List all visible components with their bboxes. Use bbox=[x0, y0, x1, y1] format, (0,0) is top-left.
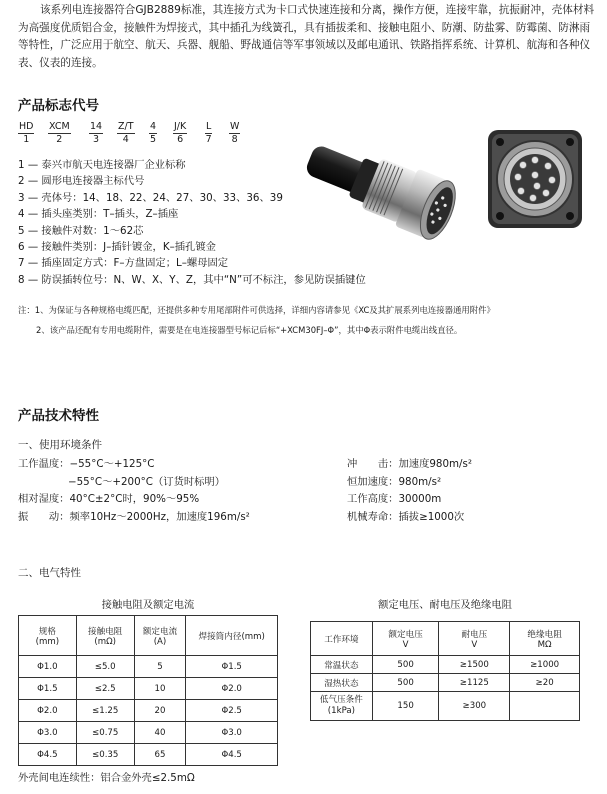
env-row bbox=[18, 474, 348, 492]
definition-item: 2 — 圆形电连接器主标代号 bbox=[18, 175, 145, 188]
table1-cell: Φ4.5 bbox=[186, 744, 278, 766]
env-label: 工作高度： bbox=[347, 493, 399, 506]
env-label: 冲 击： bbox=[347, 458, 399, 470]
env-row bbox=[18, 491, 348, 509]
table2-header: 额定电压 V bbox=[372, 622, 439, 656]
code-cell bbox=[18, 121, 34, 146]
table-row bbox=[19, 656, 278, 678]
code-text: Z/T bbox=[118, 121, 134, 132]
table-row bbox=[19, 678, 278, 700]
note-2: 2、该产品还配有专用电缆附件，需要是在电连接器型号标记后标“+XCM30FJ–Φ”，其中Φ表示附件电缆出线直径。 bbox=[36, 325, 463, 335]
code-num: 2 bbox=[56, 134, 63, 145]
env-value: 40°C±2°C时，90%～95% bbox=[69, 493, 200, 506]
table1-title: 接触电阻及额定电流 bbox=[101, 599, 195, 611]
table2-header: 工作环境 bbox=[311, 622, 373, 656]
env-row bbox=[347, 509, 597, 527]
env-row bbox=[347, 491, 597, 509]
table2-cell: 500 bbox=[372, 656, 439, 674]
continuity-footer: 外壳间电连续性：铝合金外壳≤2.5mΩ bbox=[18, 772, 195, 784]
definition-item: 8 — 防误插转位号：N、W、X、Y、Z，其中“N”可不标注，参见防误插键位 bbox=[18, 273, 366, 286]
code-cell bbox=[48, 121, 71, 146]
env-row bbox=[347, 474, 597, 492]
marking-title: 产品标志代号 bbox=[18, 98, 99, 114]
env-label: 机械寿命： bbox=[347, 510, 399, 523]
voltage-insulation-table bbox=[310, 621, 580, 721]
env-row bbox=[18, 456, 348, 474]
code-num: 7 bbox=[205, 134, 212, 145]
code-text: HD bbox=[19, 121, 34, 132]
table1-header: 接触电阻 (mΩ) bbox=[76, 616, 134, 656]
table1-cell: Φ1.5 bbox=[186, 656, 278, 678]
tech-title: 产品技术特性 bbox=[18, 408, 99, 424]
table-row bbox=[19, 722, 278, 744]
env-value: 980m/s² bbox=[398, 475, 442, 488]
code-cell bbox=[205, 121, 212, 146]
table1-cell: Φ1.5 bbox=[19, 678, 77, 700]
code-num: 1 bbox=[23, 134, 30, 145]
code-text: L bbox=[206, 121, 212, 132]
table1-cell: ≤0.75 bbox=[76, 722, 134, 744]
table1-header: 额定电流 (A) bbox=[134, 616, 186, 656]
code-num: 8 bbox=[231, 134, 238, 145]
code-text: W bbox=[230, 121, 240, 132]
table1-cell: Φ2.0 bbox=[19, 700, 77, 722]
env-value: 加速度980m/s² bbox=[398, 458, 473, 470]
table1-header: 规格 (mm) bbox=[19, 616, 77, 656]
env-label: 工作温度： bbox=[18, 458, 70, 470]
code-text: 14 bbox=[90, 121, 103, 132]
env-value: 30000m bbox=[398, 493, 442, 506]
env-right-list bbox=[347, 456, 597, 526]
code-text: 4 bbox=[150, 121, 157, 132]
code-num: 3 bbox=[93, 134, 100, 145]
env-left-list bbox=[18, 456, 348, 526]
code-cell bbox=[89, 121, 103, 146]
env-row bbox=[347, 456, 597, 474]
contact-resistance-table bbox=[18, 615, 278, 766]
code-cell bbox=[229, 121, 240, 146]
connector-plug-photo bbox=[300, 140, 480, 255]
table2-cell: 湿热状态 bbox=[311, 674, 373, 692]
definition-item: 1 — 泰兴市航天电连接器厂企业标称 bbox=[18, 159, 186, 171]
table1-cell: Φ4.5 bbox=[19, 744, 77, 766]
intro-paragraph: 该系列电连接器符合GJB2889标准，其连接方式为卡口式快速连接和分离，操作方便，连接牢靠，抗振耐冲，壳体材料为高强度优质铝合金，接触件为焊接式，其中插孔为线簧孔，具有插拔柔和、接触电阻小、防潮、防盐雾、防霉菌、防淋雨等特性，广泛应用于航空、航天、兵器、舰船、野战通信等军事领域以及邮电通讯、铁路指挥系统、计算机、航海和各种仪表、仪表的连接。 bbox=[18, 4, 595, 69]
env-value: −55°C～+200°C（订货时标明） bbox=[68, 475, 226, 488]
table2-cell bbox=[510, 692, 580, 721]
definition-item: 3 — 壳体号：14、18、22、24、27、30、33、36、39 bbox=[18, 191, 283, 204]
table2-title: 额定电压、耐电压及绝缘电阻 bbox=[378, 599, 512, 611]
env-heading: 一、使用环境条件 bbox=[18, 439, 102, 451]
table1-cell: 5 bbox=[134, 656, 186, 678]
table1-cell: ≤2.5 bbox=[76, 678, 134, 700]
table2-cell: 500 bbox=[372, 674, 439, 692]
env-label: 振 动： bbox=[18, 510, 70, 523]
table-row bbox=[311, 674, 580, 692]
connector-receptacle-photo bbox=[480, 120, 590, 240]
table2-cell: ≥1125 bbox=[439, 674, 510, 692]
table1-cell: ≤0.35 bbox=[76, 744, 134, 766]
table2-cell: ≥1500 bbox=[439, 656, 510, 674]
code-num: 5 bbox=[150, 134, 157, 145]
table1-cell: 65 bbox=[134, 744, 186, 766]
table1-cell: Φ1.0 bbox=[19, 656, 77, 678]
definition-item: 4 — 插头座类别：T–插头，Z–插座 bbox=[18, 208, 179, 221]
table1-cell: 20 bbox=[134, 700, 186, 722]
table-row bbox=[19, 700, 278, 722]
definition-item: 5 — 接触件对数：1～62芯 bbox=[18, 224, 144, 237]
table-row bbox=[19, 744, 278, 766]
code-cell bbox=[117, 121, 135, 146]
definition-item: 7 — 插座固定方式：F–方盘固定；L–螺母固定 bbox=[18, 257, 229, 270]
env-row bbox=[18, 509, 348, 527]
table1-header: 焊接筒内径(mm) bbox=[186, 616, 278, 656]
table1-cell: Φ3.0 bbox=[19, 722, 77, 744]
table2-cell: ≥1000 bbox=[510, 656, 580, 674]
code-num: 4 bbox=[122, 134, 129, 145]
code-num: 6 bbox=[177, 134, 184, 145]
table2-cell: 低气压条件 (1kPa) bbox=[311, 692, 373, 721]
code-text: J/K bbox=[174, 121, 187, 132]
table-row bbox=[311, 656, 580, 674]
table2-header: 耐电压 V bbox=[439, 622, 510, 656]
table1-cell: ≤1.25 bbox=[76, 700, 134, 722]
env-value: 插拔≥1000次 bbox=[398, 510, 465, 523]
code-cell bbox=[149, 121, 157, 146]
table-row bbox=[311, 692, 580, 721]
table1-cell: Φ3.0 bbox=[186, 722, 278, 744]
table2-cell: ≥20 bbox=[510, 674, 580, 692]
env-label: 相对湿度： bbox=[18, 493, 70, 506]
table2-header: 绝缘电阻 MΩ bbox=[510, 622, 580, 656]
table1-cell: ≤5.0 bbox=[76, 656, 134, 678]
table2-cell: ≥300 bbox=[439, 692, 510, 721]
env-value: 频率10Hz～2000Hz，加速度196m/s² bbox=[69, 510, 250, 523]
env-value: −55°C～+125°C bbox=[69, 458, 155, 470]
code-text: XCM bbox=[49, 121, 70, 132]
table1-cell: Φ2.5 bbox=[186, 700, 278, 722]
elec-heading: 二、电气特性 bbox=[18, 567, 81, 579]
definition-item: 6 — 接触件类别：J–插针镀金，K–插孔镀金 bbox=[18, 241, 216, 254]
env-label: 恒加速度： bbox=[347, 475, 399, 488]
note-1: 注：1、为保证与各种规格电缆匹配，还提供多种专用尾部附件可供选择，详细内容请参见《XC及其扩展系列电连接器通用附件》 bbox=[18, 305, 495, 315]
table1-cell: 40 bbox=[134, 722, 186, 744]
table1-cell: 10 bbox=[134, 678, 186, 700]
table2-cell: 150 bbox=[372, 692, 439, 721]
code-cell bbox=[173, 121, 187, 146]
table1-cell: Φ2.0 bbox=[186, 678, 278, 700]
table2-cell: 常温状态 bbox=[311, 656, 373, 674]
